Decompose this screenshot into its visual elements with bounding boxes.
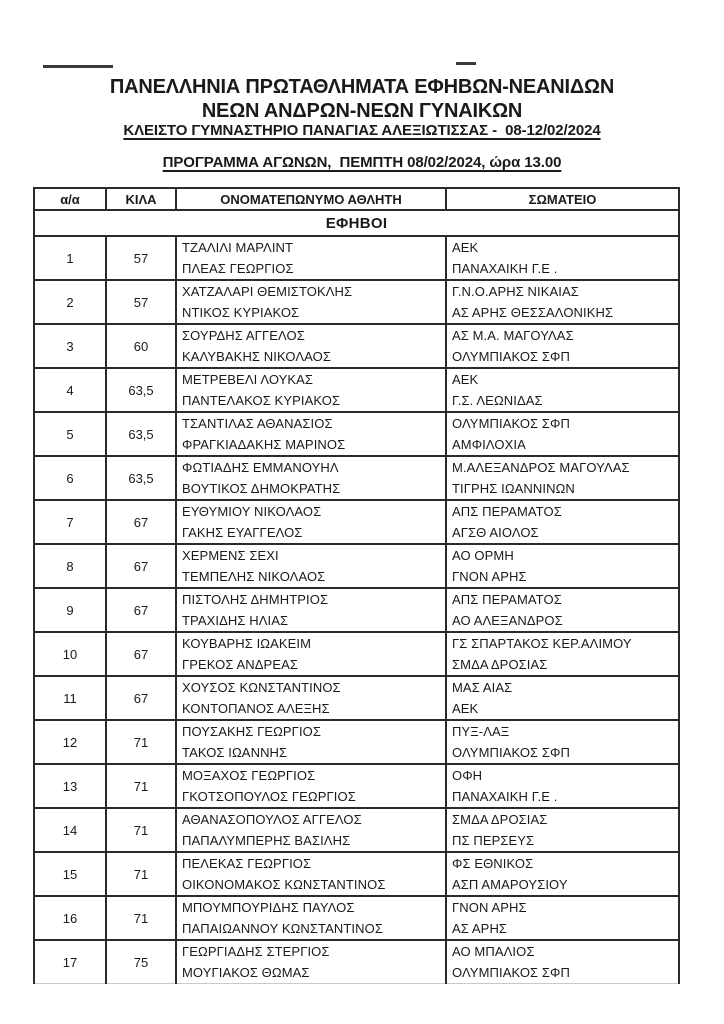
athlete-names-cell [176,280,446,324]
athlete-name-2: ΝΤΙΚΟΣ ΚΥΡΙΑΚΟΣ [182,305,300,320]
weight-class-value: 71 [106,852,176,896]
club-name-2: ΟΛΥΜΠΙΑΚΟΣ ΣΦΠ [452,965,570,980]
club-name-2: ΣΜΔΑ ΔΡΟΣΙΑΣ [452,657,548,672]
clubs-cell [446,500,679,544]
clubs-cell [446,544,679,588]
athlete-name-2: ΜΟΥΓΙΑΚΟΣ ΘΩΜΑΣ [182,965,310,980]
table-row [34,676,679,720]
club-name-2: ΟΛΥΜΠΙΑΚΟΣ ΣΦΠ [452,349,570,364]
athlete-names-cell [176,896,446,940]
row-number: 13 [34,764,106,808]
club-name-1: Γ.Ν.Ο.ΑΡΗΣ ΝΙΚΑΙΑΣ [452,284,579,299]
athlete-names-cell [176,632,446,676]
clubs-cell [446,412,679,456]
table-row [34,588,679,632]
club-name-2: Γ.Σ. ΛΕΩΝΙΔΑΣ [452,393,543,408]
athlete-name-2: ΤΡΑΧΙΔΗΣ ΗΛΙΑΣ [182,613,289,628]
table-row [34,456,679,500]
athlete-name-2: ΤΕΜΠΕΛΗΣ ΝΙΚΟΛΑΟΣ [182,569,326,584]
section-row [34,210,679,236]
clubs-cell [446,764,679,808]
weight-class-value: 57 [106,236,176,280]
club-name-1: ΟΛΥΜΠΙΑΚΟΣ ΣΦΠ [452,416,570,431]
athlete-name-2: ΚΑΛΥΒΑΚΗΣ ΝΙΚΟΛΑΟΣ [182,349,331,364]
table-row [34,324,679,368]
table-row [34,500,679,544]
section-title: ΕΦΗΒΟΙ [34,210,679,236]
club-name-2: ΓΝΟΝ ΑΡΗΣ [452,569,527,584]
row-number: 6 [34,456,106,500]
row-number: 11 [34,676,106,720]
weight-class-value: 57 [106,280,176,324]
table-row [34,940,679,984]
athlete-names-cell [176,500,446,544]
athlete-name-1: ΧΟΥΣΟΣ ΚΩΝΣΤΑΝΤΙΝΟΣ [182,680,341,695]
clubs-cell [446,940,679,984]
athlete-name-1: ΕΥΘΥΜΙΟΥ ΝΙΚΟΛΑΟΣ [182,504,322,519]
club-name-2: ΑΣΠ ΑΜΑΡΟΥΣΙΟΥ [452,877,568,892]
weight-class-value: 60 [106,324,176,368]
clubs-cell [446,720,679,764]
club-name-1: ΑΟ ΜΠΑΛΙΟΣ [452,944,535,959]
column-header-weight: ΚΙΛΑ [106,188,176,210]
row-number: 2 [34,280,106,324]
athlete-names-cell [176,852,446,896]
weight-class-value: 67 [106,676,176,720]
athlete-names-cell [176,368,446,412]
clubs-cell [446,324,679,368]
club-name-1: ΑΣ Μ.Α. ΜΑΓΟΥΛΑΣ [452,328,574,343]
athlete-name-2: ΦΡΑΓΚΙΑΔΑΚΗΣ ΜΑΡΙΝΟΣ [182,437,346,452]
weight-class-value: 71 [106,720,176,764]
athlete-name-1: ΚΟΥΒΑΡΗΣ ΙΩΑΚΕΙΜ [182,636,312,651]
table-row [34,544,679,588]
table-row [34,720,679,764]
athlete-name-2: ΚΟΝΤΟΠΑΝΟΣ ΑΛΕΞΗΣ [182,701,330,716]
athlete-name-1: ΠΟΥΣΑΚΗΣ ΓΕΩΡΓΙΟΣ [182,724,322,739]
club-name-2: ΠΣ ΠΕΡΣΕΥΣ [452,833,535,848]
club-name-1: ΑΠΣ ΠΕΡΑΜΑΤΟΣ [452,592,562,607]
table-row [34,236,679,280]
athlete-name-1: ΧΑΤΖΑΛΑΡΙ ΘΕΜΙΣΤΟΚΛΗΣ [182,284,353,299]
clubs-cell [446,368,679,412]
page-title-line1: ΠΑΝΕΛΛΗΝΙΑ ΠΡΩΤΑΘΛΗΜΑΤΑ ΕΦΗΒΩΝ-ΝΕΑΝΙΔΩΝ [109,76,615,98]
athlete-names-cell [176,764,446,808]
club-name-1: Μ.ΑΛΕΞΑΝΔΡΟΣ ΜΑΓΟΥΛΑΣ [452,460,630,475]
club-name-1: ΠΥΞ-ΛΑΞ [452,724,510,739]
row-number: 1 [34,236,106,280]
athlete-names-cell [176,588,446,632]
weight-class-value: 67 [106,544,176,588]
athlete-names-cell [176,324,446,368]
club-name-1: ΜΑΣ ΑΙΑΣ [452,680,513,695]
athlete-name-2: ΠΑΠΑΙΩΑΝΝΟΥ ΚΩΝΣΤΑΝΤΙΝΟΣ [182,921,383,936]
table-row [34,280,679,324]
athlete-name-2: ΓΑΚΗΣ ΕΥΑΓΓΕΛΟΣ [182,525,303,540]
table-row [34,368,679,412]
clubs-cell [446,456,679,500]
schedule-line: ΠΡΟΓΡΑΜΜΑ ΑΓΩΝΩΝ, ΠΕΜΠΤΗ 08/02/2024, ώρα 13.00 [162,154,562,171]
club-name-2: ΟΛΥΜΠΙΑΚΟΣ ΣΦΠ [452,745,570,760]
clubs-cell [446,588,679,632]
athlete-name-2: ΠΑΠΑΛΥΜΠΕΡΗΣ ΒΑΣΙΛΗΣ [182,833,351,848]
clubs-cell [446,632,679,676]
athlete-name-2: ΓΚΟΤΣΟΠΟΥΛΟΣ ΓΕΩΡΓΙΟΣ [182,789,356,804]
athlete-name-1: ΓΕΩΡΓΙΑΔΗΣ ΣΤΕΡΓΙΟΣ [182,944,330,959]
club-name-2: ΑΜΦΙΛΟΧΙΑ [452,437,526,452]
athlete-name-1: ΠΙΣΤΟΛΗΣ ΔΗΜΗΤΡΙΟΣ [182,592,329,607]
athlete-names-cell [176,940,446,984]
athlete-name-1: ΧΕΡΜΕΝΣ ΣΕΧΙ [182,548,279,563]
row-number: 12 [34,720,106,764]
club-name-2: ΑΟ ΑΛΕΞΑΝΔΡΟΣ [452,613,563,628]
clubs-cell [446,896,679,940]
club-name-1: ΓΣ ΣΠΑΡΤΑΚΟΣ ΚΕΡ.ΑΛΙΜΟΥ [452,636,632,651]
clubs-cell [446,852,679,896]
athlete-roster-table [33,187,680,984]
venue-line: ΚΛΕΙΣΤΟ ΓΥΜΝΑΣΤΗΡΙΟ ΠΑΝΑΓΙΑΣ ΑΛΕΞΙΩΤΙΣΣΑΣ - 08-12/02/2024 [123,122,601,139]
table-row [34,896,679,940]
athlete-names-cell [176,456,446,500]
weight-class-value: 67 [106,632,176,676]
row-number: 8 [34,544,106,588]
athlete-name-1: ΑΘΑΝΑΣΟΠΟΥΛΟΣ ΑΓΓΕΛΟΣ [182,812,362,827]
weight-class-value: 71 [106,896,176,940]
table-body [34,236,679,984]
athlete-name-1: ΜΠΟΥΜΠΟΥΡΙΔΗΣ ΠΑΥΛΟΣ [182,900,355,915]
athlete-name-1: ΤΣΑΝΤΙΛΑΣ ΑΘΑΝΑΣΙΟΣ [182,416,333,431]
weight-class-value: 63,5 [106,368,176,412]
column-header-club: ΣΩΜΑΤΕΙΟ [446,188,679,210]
club-name-2: ΠΑΝΑΧΑΙΚΗ Γ.Ε . [452,261,558,276]
weight-class-value: 71 [106,764,176,808]
weight-class-value: 67 [106,588,176,632]
weight-class-value: 71 [106,808,176,852]
clubs-cell [446,280,679,324]
athlete-name-2: ΤΑΚΟΣ ΙΩΑΝΝΗΣ [182,745,288,760]
club-name-2: ΑΕΚ [452,701,479,716]
table-row [34,412,679,456]
row-number: 7 [34,500,106,544]
athlete-name-1: ΦΩΤΙΑΔΗΣ ΕΜΜΑΝΟΥΗΛ [182,460,339,475]
athlete-name-1: ΜΟΞΑΧΟΣ ΓΕΩΡΓΙΟΣ [182,768,316,783]
club-name-1: ΑΠΣ ΠΕΡΑΜΑΤΟΣ [452,504,562,519]
row-number: 15 [34,852,106,896]
table-row [34,632,679,676]
club-name-2: ΑΣ ΑΡΗΣ ΘΕΣΣΑΛΟΝΙΚΗΣ [452,305,614,320]
page-title-line2: ΝΕΩΝ ΑΝΔΡΩΝ-ΝΕΩΝ ΓΥΝΑΙΚΩΝ [201,100,523,122]
row-number: 4 [34,368,106,412]
athlete-names-cell [176,412,446,456]
row-number: 16 [34,896,106,940]
club-name-1: ΑΕΚ [452,372,479,387]
top-left-rule [43,65,113,68]
athlete-names-cell [176,676,446,720]
weight-class-value: 63,5 [106,412,176,456]
club-name-1: ΑΟ ΟΡΜΗ [452,548,514,563]
clubs-cell [446,808,679,852]
row-number: 17 [34,940,106,984]
club-name-1: ΓΝΟΝ ΑΡΗΣ [452,900,527,915]
club-name-2: ΠΑΝΑΧΑΙΚΗ Γ.Ε . [452,789,558,804]
athlete-name-1: ΤΖΑΛΙΛΙ ΜΑΡΛΙΝΤ [182,240,294,255]
club-name-1: ΟΦΗ [452,768,483,783]
row-number: 14 [34,808,106,852]
athlete-names-cell [176,720,446,764]
top-right-rule [456,62,476,65]
athlete-name-2: ΠΑΝΤΕΛΑΚΟΣ ΚΥΡΙΑΚΟΣ [182,393,341,408]
table-row [34,852,679,896]
weight-class-value: 75 [106,940,176,984]
column-header-index: α/α [34,188,106,210]
row-number: 9 [34,588,106,632]
table-row [34,808,679,852]
athlete-name-1: ΠΕΛΕΚΑΣ ΓΕΩΡΓΙΟΣ [182,856,312,871]
table-header-row [34,188,679,210]
weight-class-value: 63,5 [106,456,176,500]
athlete-name-2: ΟΙΚΟΝΟΜΑΚΟΣ ΚΩΝΣΤΑΝΤΙΝΟΣ [182,877,386,892]
club-name-2: ΑΣ ΑΡΗΣ [452,921,508,936]
athlete-names-cell [176,808,446,852]
club-name-1: ΑΕΚ [452,240,479,255]
clubs-cell [446,676,679,720]
athlete-name-2: ΠΛΕΑΣ ΓΕΩΡΓΙΟΣ [182,261,294,276]
athlete-name-2: ΒΟΥΤΙΚΟΣ ΔΗΜΟΚΡΑΤΗΣ [182,481,341,496]
club-name-2: ΤΙΓΡΗΣ ΙΩΑΝΝΙΝΩΝ [452,481,575,496]
athlete-names-cell [176,236,446,280]
row-number: 5 [34,412,106,456]
column-header-athlete: ΟΝΟΜΑΤΕΠΩΝΥΜΟ ΑΘΛΗΤΗ [176,188,446,210]
athlete-name-1: ΜΕΤΡΕΒΕΛΙ ΛΟΥΚΑΣ [182,372,314,387]
clubs-cell [446,236,679,280]
athlete-names-cell [176,544,446,588]
weight-class-value: 67 [106,500,176,544]
club-name-1: ΦΣ ΕΘΝΙΚΟΣ [452,856,534,871]
athlete-name-2: ΓΡΕΚΟΣ ΑΝΔΡΕΑΣ [182,657,299,672]
club-name-1: ΣΜΔΑ ΔΡΟΣΙΑΣ [452,812,548,827]
row-number: 10 [34,632,106,676]
club-name-2: ΑΓΣΘ ΑΙΟΛΟΣ [452,525,539,540]
table-row [34,764,679,808]
row-number: 3 [34,324,106,368]
athlete-name-1: ΣΟΥΡΔΗΣ ΑΓΓΕΛΟΣ [182,328,305,343]
